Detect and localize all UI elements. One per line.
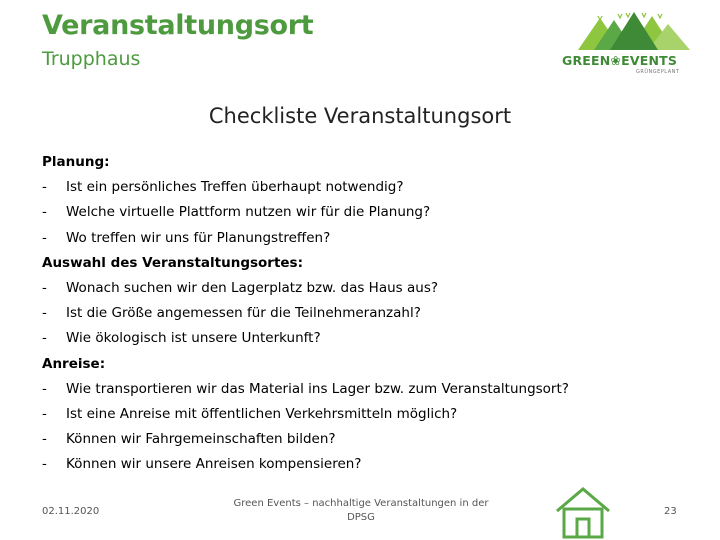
footer-date: 02.11.2020 — [42, 506, 100, 517]
section-auswahl-label: Auswahl des Veranstaltungsortes: — [42, 254, 303, 271]
list-item: - Wo treffen wir uns für Planungstreffen? — [42, 229, 331, 246]
logo-wordmark: GREEN❀EVENTS — [562, 53, 678, 68]
list-item: - Können wir unsere Anreisen kompensieren? — [42, 456, 362, 473]
checklist-content — [42, 150, 682, 478]
home-icon[interactable] — [553, 485, 613, 540]
footer-caption: Green Events – nachhaltige Veranstaltungen in der DPSG — [233, 498, 489, 523]
page-subtitle: Trupphaus — [42, 48, 141, 70]
section-anreise-label: Anreise: — [42, 355, 106, 372]
page-number: 23 — [664, 506, 677, 517]
section-planung-label: Planung: — [42, 154, 110, 170]
list-item: - Wie transportieren wir das Material ins Lager bzw. zum Veranstaltungsort? — [42, 380, 569, 397]
checklist-heading: Checkliste Veranstaltungsort — [208, 104, 512, 128]
list-item: - Können wir Fahrgemeinschaften bilden? — [42, 431, 336, 448]
list-item: - Welche virtuelle Plattform nutzen wir für die Planung? — [42, 204, 431, 221]
list-item: - Ist ein persönliches Treffen überhaupt notwendig? — [42, 179, 404, 196]
list-item: - Wonach suchen wir den Lagerplatz bzw. das Haus aus? — [42, 280, 439, 297]
list-item: - Wie ökologisch ist unsere Unterkunft? — [42, 330, 321, 347]
page-title: Veranstaltungsort — [42, 10, 314, 41]
list-item: - Ist eine Anreise mit öffentlichen Verkehrsmitteln möglich? — [42, 406, 458, 423]
list-item: - Ist die Größe angemessen für die Teilnehmeranzahl? — [42, 305, 421, 322]
logo-tagline: GRÜNGEPLANT — [636, 69, 680, 75]
